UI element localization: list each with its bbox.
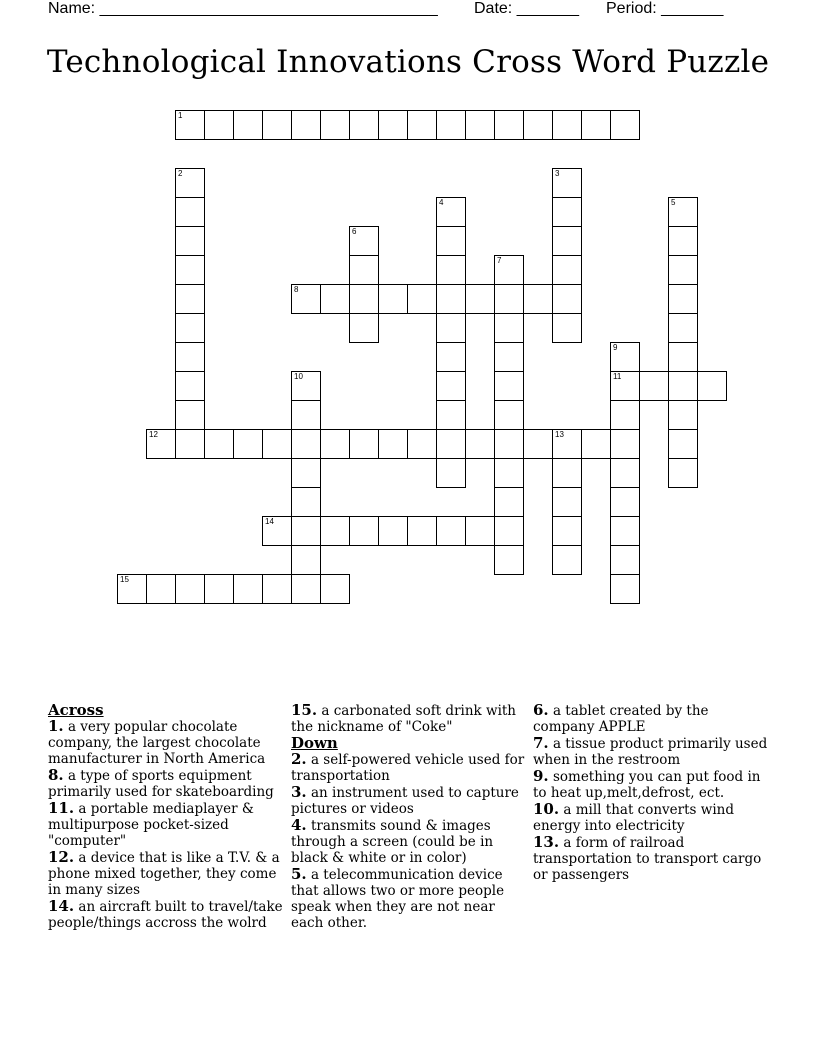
clue-number-label: 7.: [533, 734, 549, 752]
down-heading: Down: [291, 734, 338, 752]
crossword-cell[interactable]: [378, 429, 408, 459]
clue-text: a tablet created by the company APPLE: [533, 703, 709, 735]
crossword-cell[interactable]: [291, 429, 321, 459]
crossword-cell[interactable]: [349, 429, 379, 459]
clue-text: a carbonated soft drink with the nickname of "Coke": [291, 703, 517, 735]
crossword-cell[interactable]: [697, 371, 727, 401]
crossword-cell[interactable]: [349, 226, 379, 256]
crossword-cell[interactable]: [291, 110, 321, 140]
crossword-cell[interactable]: [552, 168, 582, 198]
crossword-cell[interactable]: [523, 284, 553, 314]
clue-item: [48, 898, 284, 931]
crossword-cell[interactable]: [175, 284, 205, 314]
crossword-cell[interactable]: [436, 197, 466, 227]
clue-item: [291, 702, 527, 735]
clue-text: a type of sports equipment primarily used for skateboarding: [48, 768, 274, 800]
period-field[interactable]: Period: _______: [606, 0, 724, 17]
clue-item: [48, 767, 284, 800]
crossword-cell[interactable]: [291, 545, 321, 575]
clue-number: 2: [178, 169, 183, 178]
clue-text: a form of railroad transportation to transport cargo or passengers: [533, 835, 762, 883]
crossword-cell[interactable]: [436, 516, 466, 546]
crossword-cell[interactable]: [175, 110, 205, 140]
crossword-cell[interactable]: [436, 255, 466, 285]
crossword-cell[interactable]: [552, 429, 582, 459]
crossword-cell[interactable]: [349, 516, 379, 546]
clue-number: 8: [294, 285, 299, 294]
crossword-cell[interactable]: [175, 255, 205, 285]
crossword-cell[interactable]: [436, 110, 466, 140]
crossword-cell[interactable]: [552, 487, 582, 517]
clue-number: 5: [671, 198, 676, 207]
crossword-cell[interactable]: [668, 255, 698, 285]
crossword-cell[interactable]: [175, 574, 205, 604]
clue-number-label: 15.: [291, 701, 318, 719]
crossword-cell[interactable]: [436, 400, 466, 430]
crossword-cell[interactable]: [320, 429, 350, 459]
clues-column-2: [291, 702, 527, 931]
crossword-cell[interactable]: [175, 342, 205, 372]
clue-item: [291, 751, 527, 784]
date-field[interactable]: Date: _______: [474, 0, 579, 17]
crossword-cell[interactable]: [233, 110, 263, 140]
crossword-cell[interactable]: [465, 284, 495, 314]
crossword-cell[interactable]: [436, 226, 466, 256]
clue-number-label: 14.: [48, 897, 75, 915]
clue-text: an instrument used to capture pictures or videos: [291, 785, 519, 817]
crossword-cell[interactable]: [407, 429, 437, 459]
clue-number-label: 9.: [533, 767, 549, 785]
crossword-cell[interactable]: [494, 487, 524, 517]
clue-number-label: 4.: [291, 816, 307, 834]
clue-text: a portable mediaplayer & multipurpose pocket-sized "computer": [48, 801, 254, 849]
crossword-cell[interactable]: [175, 371, 205, 401]
clue-number: 7: [497, 256, 502, 265]
crossword-cell[interactable]: [262, 574, 292, 604]
clue-number: 13: [555, 430, 564, 439]
crossword-cell[interactable]: [320, 574, 350, 604]
crossword-cell[interactable]: [610, 429, 640, 459]
crossword-cell[interactable]: [668, 226, 698, 256]
student-info-header: [48, 0, 768, 22]
crossword-cell[interactable]: [117, 574, 147, 604]
clue-number-label: 1.: [48, 717, 64, 735]
crossword-cell[interactable]: [291, 574, 321, 604]
name-field[interactable]: Name: ______________________________________: [48, 0, 438, 17]
crossword-cell[interactable]: [291, 516, 321, 546]
crossword-cell[interactable]: [552, 313, 582, 343]
crossword-cell[interactable]: [291, 284, 321, 314]
clue-number-label: 8.: [48, 766, 64, 784]
clue-number: 11: [613, 372, 622, 381]
clues-column-1: [48, 702, 284, 931]
crossword-cell[interactable]: [320, 110, 350, 140]
crossword-cell[interactable]: [494, 110, 524, 140]
crossword-cell[interactable]: [465, 110, 495, 140]
clue-number-label: 2.: [291, 750, 307, 768]
clue-item: [533, 702, 769, 735]
crossword-cell[interactable]: [552, 197, 582, 227]
crossword-cell[interactable]: [262, 516, 292, 546]
clue-number: 3: [555, 169, 560, 178]
crossword-cell[interactable]: [233, 429, 263, 459]
clue-number-label: 3.: [291, 783, 307, 801]
clue-text: a self-powered vehicle used for transportation: [291, 752, 525, 784]
crossword-cell[interactable]: [523, 110, 553, 140]
crossword-cell[interactable]: [320, 284, 350, 314]
crossword-cell[interactable]: [291, 487, 321, 517]
crossword-cell[interactable]: [610, 110, 640, 140]
clue-text: an aircraft built to travel/take people/things accross the wolrd: [48, 899, 283, 931]
crossword-cell[interactable]: [552, 516, 582, 546]
clue-item: [48, 849, 284, 898]
clue-text: transmits sound & images through a screen (could be in black & white or in color): [291, 818, 494, 866]
clue-number: 1: [178, 111, 183, 120]
crossword-cell[interactable]: [552, 226, 582, 256]
clue-number-label: 13.: [533, 833, 560, 851]
clue-text: a device that is like a T.V. & a phone mixed together, they come in many sizes: [48, 850, 280, 898]
clue-item: [533, 768, 769, 801]
crossword-cell[interactable]: [494, 284, 524, 314]
clue-number: 14: [265, 517, 274, 526]
clue-text: a telecommunication device that allows two or more people speak when they are not near each other.: [291, 867, 505, 931]
crossword-cell[interactable]: [668, 313, 698, 343]
crossword-cell[interactable]: [610, 371, 640, 401]
crossword-cell[interactable]: [262, 429, 292, 459]
clue-number-label: 10.: [533, 800, 560, 818]
clue-item: [291, 817, 527, 866]
clue-item: [291, 866, 527, 931]
clue-text: something you can put food in to heat up,melt,defrost, ect.: [533, 769, 761, 801]
clue-number-label: 11.: [48, 799, 75, 817]
crossword-cell[interactable]: [436, 429, 466, 459]
crossword-cell[interactable]: [668, 342, 698, 372]
crossword-cell[interactable]: [175, 168, 205, 198]
crossword-cell[interactable]: [407, 284, 437, 314]
clue-item: [48, 718, 284, 767]
crossword-cell[interactable]: [552, 458, 582, 488]
crossword-cell[interactable]: [436, 284, 466, 314]
crossword-cell[interactable]: [668, 458, 698, 488]
clue-number-label: 5.: [291, 865, 307, 883]
crossword-cell[interactable]: [610, 487, 640, 517]
crossword-cell[interactable]: [349, 255, 379, 285]
crossword-cell[interactable]: [610, 516, 640, 546]
crossword-cell[interactable]: [233, 574, 263, 604]
crossword-cell[interactable]: [349, 284, 379, 314]
crossword-cell[interactable]: [175, 400, 205, 430]
clue-item: [533, 735, 769, 768]
crossword-cell[interactable]: [436, 458, 466, 488]
crossword-cell[interactable]: [407, 516, 437, 546]
crossword-cell[interactable]: [436, 371, 466, 401]
crossword-cell[interactable]: [378, 110, 408, 140]
clue-text: a very popular chocolate company, the largest chocolate manufacturer in North America: [48, 719, 266, 767]
clue-text: a tissue product primarily used when in the restroom: [533, 736, 768, 768]
crossword-cell[interactable]: [291, 400, 321, 430]
crossword-cell[interactable]: [610, 400, 640, 430]
crossword-cell[interactable]: [494, 400, 524, 430]
clue-number-label: 6.: [533, 701, 549, 719]
crossword-cell[interactable]: [581, 429, 611, 459]
crossword-cell[interactable]: [378, 516, 408, 546]
crossword-cell[interactable]: [204, 429, 234, 459]
crossword-cell[interactable]: [610, 342, 640, 372]
crossword-cell[interactable]: [552, 284, 582, 314]
clue-item: [48, 800, 284, 849]
crossword-cell[interactable]: [349, 110, 379, 140]
crossword-cell[interactable]: [204, 110, 234, 140]
crossword-cell[interactable]: [465, 516, 495, 546]
crossword-cell[interactable]: [378, 284, 408, 314]
crossword-cell[interactable]: [523, 429, 553, 459]
crossword-cell[interactable]: [175, 313, 205, 343]
crossword-cell[interactable]: [610, 574, 640, 604]
clue-text: a mill that converts wind energy into electricity: [533, 802, 734, 834]
crossword-cell[interactable]: [436, 342, 466, 372]
crossword-cell[interactable]: [668, 197, 698, 227]
crossword-cell[interactable]: [494, 545, 524, 575]
clue-number: 10: [294, 372, 303, 381]
crossword-cell[interactable]: [494, 458, 524, 488]
crossword-cell[interactable]: [668, 284, 698, 314]
clues-column-3: [533, 702, 769, 883]
crossword-cell[interactable]: [465, 429, 495, 459]
crossword-cell[interactable]: [494, 255, 524, 285]
crossword-cell[interactable]: [175, 226, 205, 256]
crossword-cell[interactable]: [204, 574, 234, 604]
crossword-cell[interactable]: [349, 313, 379, 343]
crossword-cell[interactable]: [291, 371, 321, 401]
clue-item: [291, 784, 527, 817]
crossword-cell[interactable]: [610, 545, 640, 575]
crossword-cell[interactable]: [436, 313, 466, 343]
crossword-cell[interactable]: [494, 516, 524, 546]
clue-number: 9: [613, 343, 618, 352]
clue-number-label: 12.: [48, 848, 75, 866]
crossword-cell[interactable]: [494, 313, 524, 343]
clue-number: 15: [120, 575, 129, 584]
crossword-cell[interactable]: [291, 458, 321, 488]
crossword-cell[interactable]: [262, 110, 292, 140]
crossword-cell[interactable]: [146, 429, 176, 459]
crossword-cell[interactable]: [175, 429, 205, 459]
crossword-cell[interactable]: [494, 429, 524, 459]
crossword-cell[interactable]: [668, 371, 698, 401]
clue-item: [533, 834, 769, 883]
crossword-cell[interactable]: [146, 574, 176, 604]
clue-number: 6: [352, 227, 357, 236]
crossword-cell[interactable]: [552, 545, 582, 575]
crossword-cell[interactable]: [552, 110, 582, 140]
crossword-cell[interactable]: [581, 110, 611, 140]
clue-number: 12: [149, 430, 158, 439]
crossword-cell[interactable]: [668, 400, 698, 430]
crossword-cell[interactable]: [639, 371, 669, 401]
across-heading: Across: [48, 701, 104, 719]
crossword-cell[interactable]: [668, 429, 698, 459]
crossword-cell[interactable]: [494, 371, 524, 401]
crossword-cell[interactable]: [552, 255, 582, 285]
clue-number: 4: [439, 198, 444, 207]
clue-item: [533, 801, 769, 834]
crossword-cell[interactable]: [610, 458, 640, 488]
crossword-cell[interactable]: [494, 342, 524, 372]
page-title: Technological Innovations Cross Word Puzzle: [46, 44, 770, 80]
crossword-cell[interactable]: [320, 516, 350, 546]
crossword-cell[interactable]: [407, 110, 437, 140]
crossword-cell[interactable]: [175, 197, 205, 227]
